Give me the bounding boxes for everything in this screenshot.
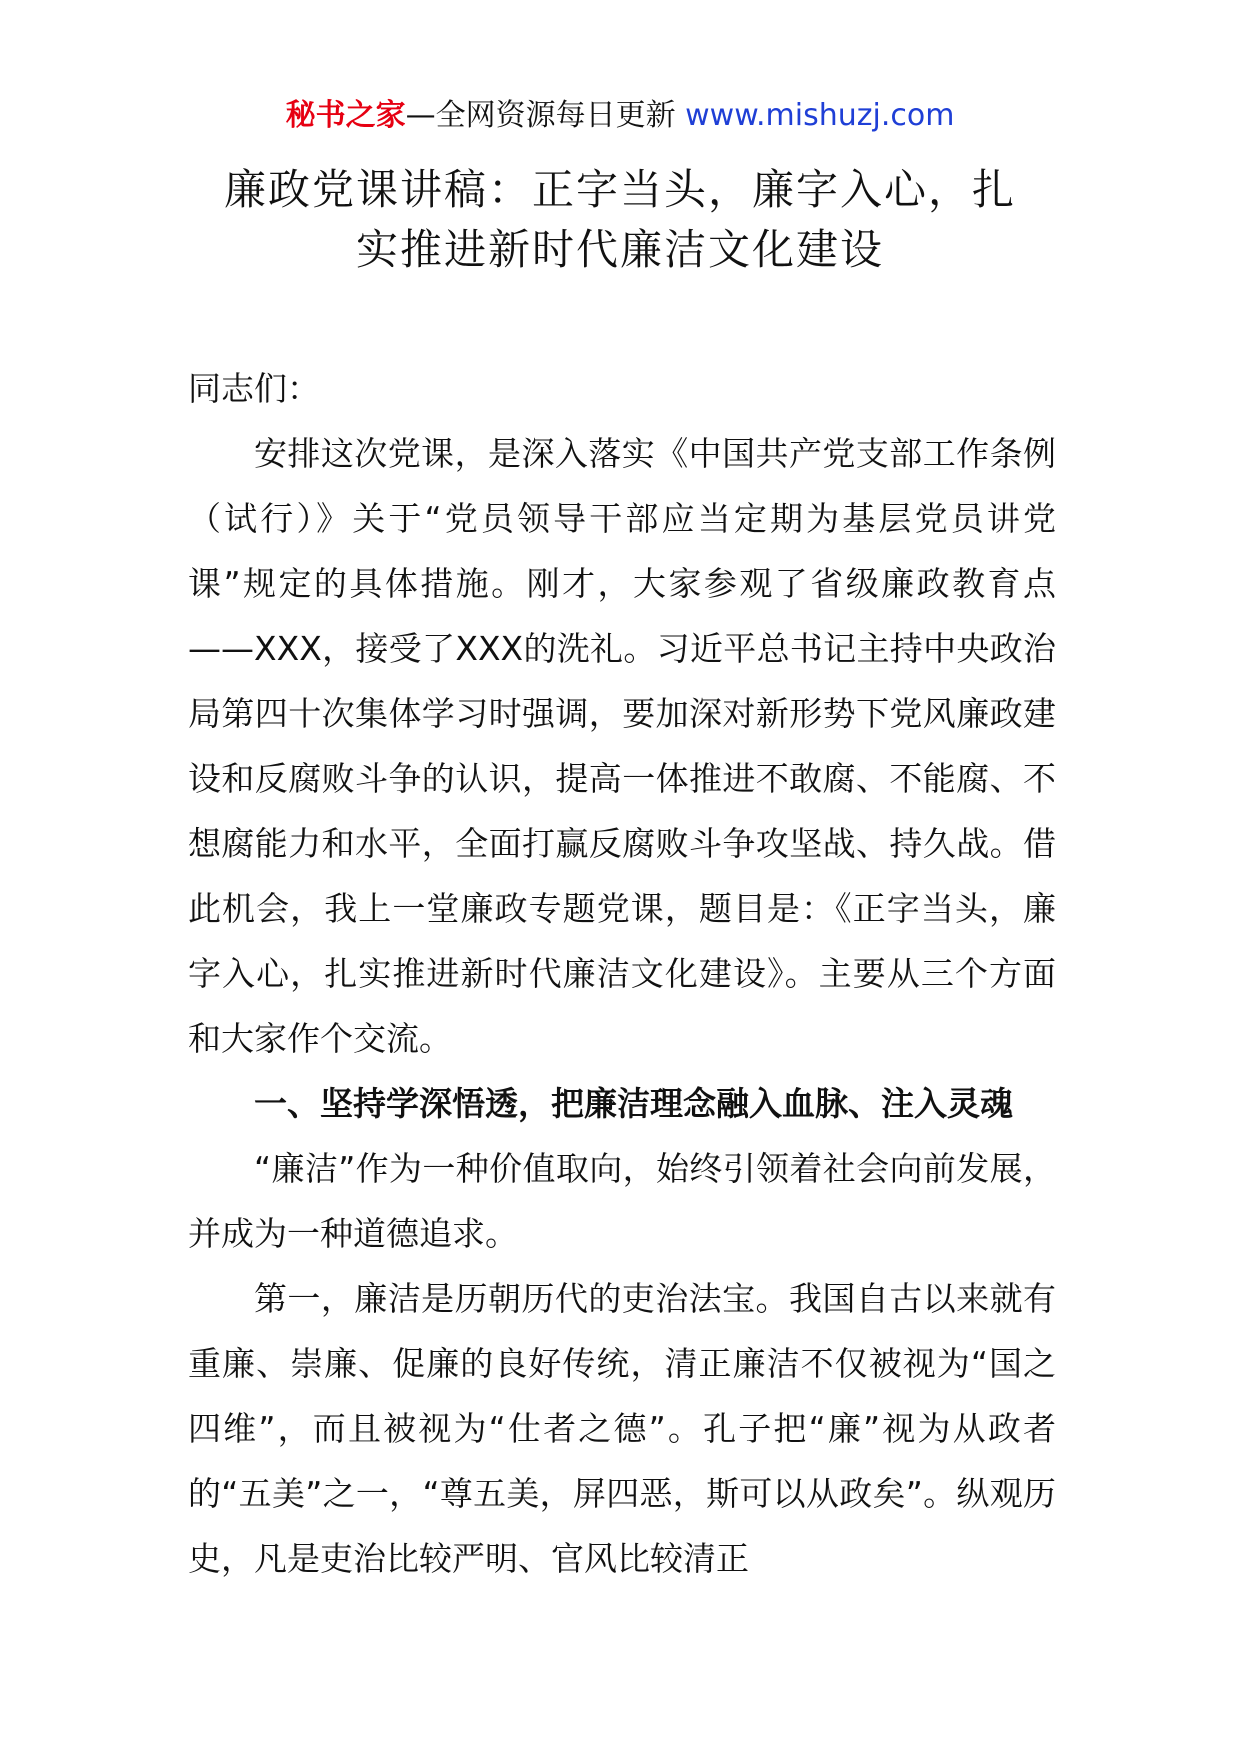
title-line-1: 廉政党课讲稿：正字当头，廉字入心，扎 — [223, 165, 1016, 214]
site-url[interactable]: www.mishuzj.com — [685, 98, 955, 133]
paragraph-intro: 安排这次党课，是深入落实《中国共产党支部工作条例（试行）》关于“党员领导干部应当定期为基层党员讲党课”规定的具体措施。刚才，大家参观了省级廉政教育点——XXX，接受了XXX的洗礼。习近平总书记主持中央政治局第四十次集体学习时强调，要加深对新形势下党风廉政建设和反腐败斗争的认识，提高一体推进不敢腐、不能腐、不想腐能力和水平，全面打赢反腐败斗争攻坚战、持久战。借此机会，我上一堂廉政专题党课，题目是：《正字当头，廉字入心，扎实推进新时代廉洁文化建设》。主要从三个方面和大家作个交流。 — [188, 434, 1056, 1058]
title-line-2: 实推进新时代廉洁文化建设 — [355, 225, 884, 274]
site-header — [0, 96, 1240, 136]
paragraph-section1-intro: “廉洁”作为一种价值取向，始终引领着社会向前发展，并成为一种道德追求。 — [188, 1149, 1056, 1253]
section-heading-1: 一、坚持学深悟透，把廉洁理念融入血脉、注入灵魂 — [254, 1084, 1013, 1123]
salutation: 同志们： — [188, 369, 320, 408]
document-body — [188, 356, 1056, 1591]
document-title — [150, 160, 1090, 280]
paragraph-point-1: 第一，廉洁是历朝历代的吏治法宝。我国自古以来就有重廉、崇廉、促廉的良好传统，清正廉洁不仅被视为“国之四维”，而且被视为“仕者之德”。孔子把“廉”视为从政者的“五美”之一，“尊五美，屏四恶，斯可以从政矣”。纵观历史，凡是吏治比较严明、官风比较清正 — [188, 1279, 1056, 1578]
brand-name: 秘书之家 — [285, 98, 406, 133]
header-tagline: —全网资源每日更新 — [405, 98, 686, 133]
